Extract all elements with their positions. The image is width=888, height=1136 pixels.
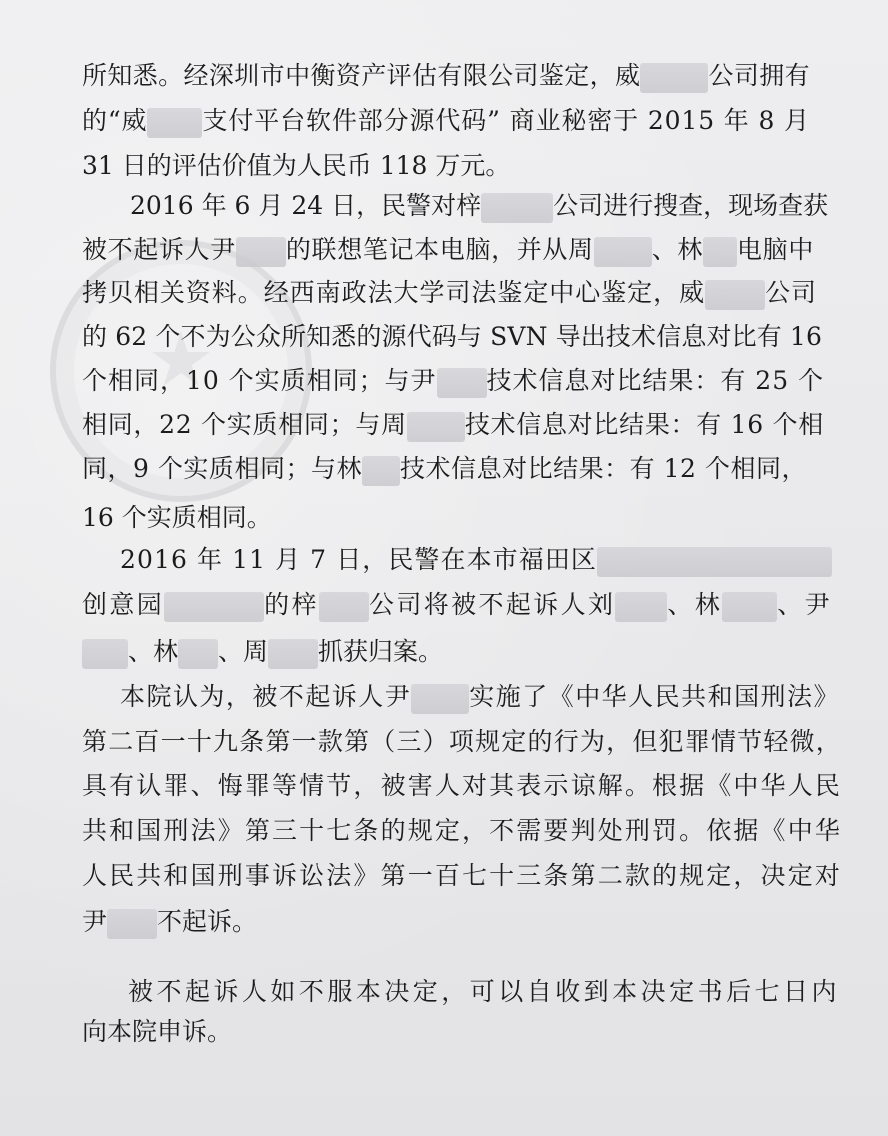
redacted-name-block (236, 237, 286, 267)
text-segment: 所知悉。经深圳市中衡资产评估有限公司鉴定，威 (82, 61, 641, 90)
text-line (82, 357, 888, 405)
line-content (82, 494, 272, 542)
text-line (82, 628, 888, 676)
line-content (82, 581, 832, 629)
redacted-name-block (615, 592, 667, 622)
text-segment: 支付平台软件部分源代码” 商业秘密于 2015 年 8 月 (202, 106, 811, 135)
line-content (82, 762, 842, 810)
line-content (82, 1008, 232, 1056)
redacted-name-block (705, 280, 765, 310)
text-line (82, 401, 888, 449)
text-line (82, 313, 888, 361)
text-segment: 、尹 (777, 590, 832, 619)
line-content (82, 52, 810, 100)
text-segment: 的梓 (264, 590, 319, 619)
text-segment: 的“威 (82, 106, 148, 135)
text-segment: 个相同，10 个实质相同；与尹 (82, 366, 437, 395)
text-line (82, 445, 888, 493)
redacted-name-block (437, 368, 487, 398)
text-segment: 电脑中 (737, 235, 814, 264)
text-segment: 拷贝相关资料。经西南政法大学司法鉴定中心鉴定，威 (82, 278, 706, 307)
text-line (130, 182, 888, 230)
line-content (82, 313, 822, 361)
text-segment: 不起诉。 (157, 907, 258, 936)
text-line (82, 718, 888, 766)
text-segment: 2016 年 11 月 7 日，民警在本市福田区 (120, 545, 597, 574)
redacted-name-block (164, 592, 264, 622)
text-line (82, 494, 888, 542)
text-line (82, 52, 888, 100)
line-content (82, 898, 257, 946)
line-content (82, 97, 810, 145)
redacted-name-block (178, 639, 218, 669)
line-content (82, 357, 824, 405)
text-line (82, 807, 888, 855)
text-segment: 人民共和国刑事诉讼法》第一百七十三条第二款的规定，决定对 (82, 861, 842, 890)
redacted-name-block (407, 412, 465, 442)
text-segment: 同，9 个实质相同；与林 (82, 454, 363, 483)
text-segment: 具有认罪、悔罪等情节，被害人对其表示谅解。根据《中华人民 (82, 771, 842, 800)
line-content (82, 401, 824, 449)
text-segment: 的联想笔记本电脑，并从周 (285, 235, 594, 264)
redacted-name-block (481, 193, 553, 223)
text-line (82, 852, 888, 900)
text-segment: 公司 (765, 278, 817, 307)
text-segment: 公司拥有 (708, 61, 810, 90)
text-line (82, 269, 888, 317)
line-content (82, 226, 814, 274)
text-segment: 被不起诉人尹 (82, 235, 236, 264)
redacted-name-block (703, 237, 737, 267)
text-segment: 公司进行搜查，现场查获 (553, 191, 829, 220)
line-content (82, 269, 817, 317)
redacted-name-block (722, 592, 777, 622)
text-line (82, 97, 888, 145)
text-line (82, 226, 888, 274)
text-segment: 、林 (651, 235, 704, 264)
line-content (82, 628, 443, 676)
redacted-name-block (107, 909, 157, 939)
line-content (130, 182, 828, 230)
redacted-name-block (640, 63, 708, 93)
line-content (82, 445, 807, 493)
text-segment: 被不起诉人如不服本决定，可以自收到本决定书后七日内 (128, 977, 840, 1006)
redacted-name-block (268, 639, 318, 669)
line-content (120, 536, 832, 584)
redacted-name-block (147, 108, 202, 138)
text-segment: 、林 (667, 590, 723, 619)
line-content (82, 852, 842, 900)
line-content (82, 718, 842, 766)
text-segment: 实施了《中华人民共和国刑法》 (469, 682, 840, 711)
redacted-name-block (319, 592, 369, 622)
text-segment: 2016 年 6 月 24 日，民警对梓 (130, 191, 482, 220)
redacted-name-block (597, 547, 832, 577)
text-segment: 技术信息对比结果：有 16 个相 (464, 410, 824, 439)
text-segment: 相同，22 个实质相同；与周 (82, 410, 407, 439)
line-content (82, 807, 842, 855)
text-segment: 本院认为，被不起诉人尹 (120, 682, 412, 711)
text-segment: 第二百一十九条第一款第（三）项规定的行为，但犯罪情节轻微， (82, 727, 842, 756)
line-content (120, 673, 840, 721)
redacted-name-block (362, 456, 400, 486)
text-segment: 、周 (218, 637, 269, 666)
text-segment: 的 62 个不为公众所知悉的源代码与 SVN 导出技术信息对比有 16 (82, 322, 822, 351)
text-segment: 技术信息对比结果：有 25 个 (486, 366, 824, 395)
text-line (82, 762, 888, 810)
text-segment: 16 个实质相同。 (82, 503, 272, 532)
text-segment: 创意园 (82, 590, 165, 619)
text-segment: 技术信息对比结果：有 12 个相同， (400, 454, 807, 483)
redacted-name-block (411, 684, 469, 714)
redacted-name-block (594, 237, 652, 267)
text-line (82, 581, 888, 629)
text-line (120, 673, 888, 721)
text-segment: 公司将被不起诉人刘 (368, 590, 616, 619)
text-segment: 抓获归案。 (318, 637, 444, 666)
text-line (82, 898, 888, 946)
text-segment: 共和国刑法》第三十七条的规定，不需要判处刑罚。依据《中华 (82, 816, 842, 845)
text-segment: 31 日的评估价值为人民币 118 万元。 (82, 151, 511, 180)
text-segment: 向本院申诉。 (82, 1017, 233, 1046)
text-segment: 尹 (82, 907, 108, 936)
text-segment: 、林 (128, 637, 179, 666)
text-line (120, 536, 888, 584)
redacted-name-block (82, 639, 128, 669)
text-line (82, 1008, 888, 1056)
